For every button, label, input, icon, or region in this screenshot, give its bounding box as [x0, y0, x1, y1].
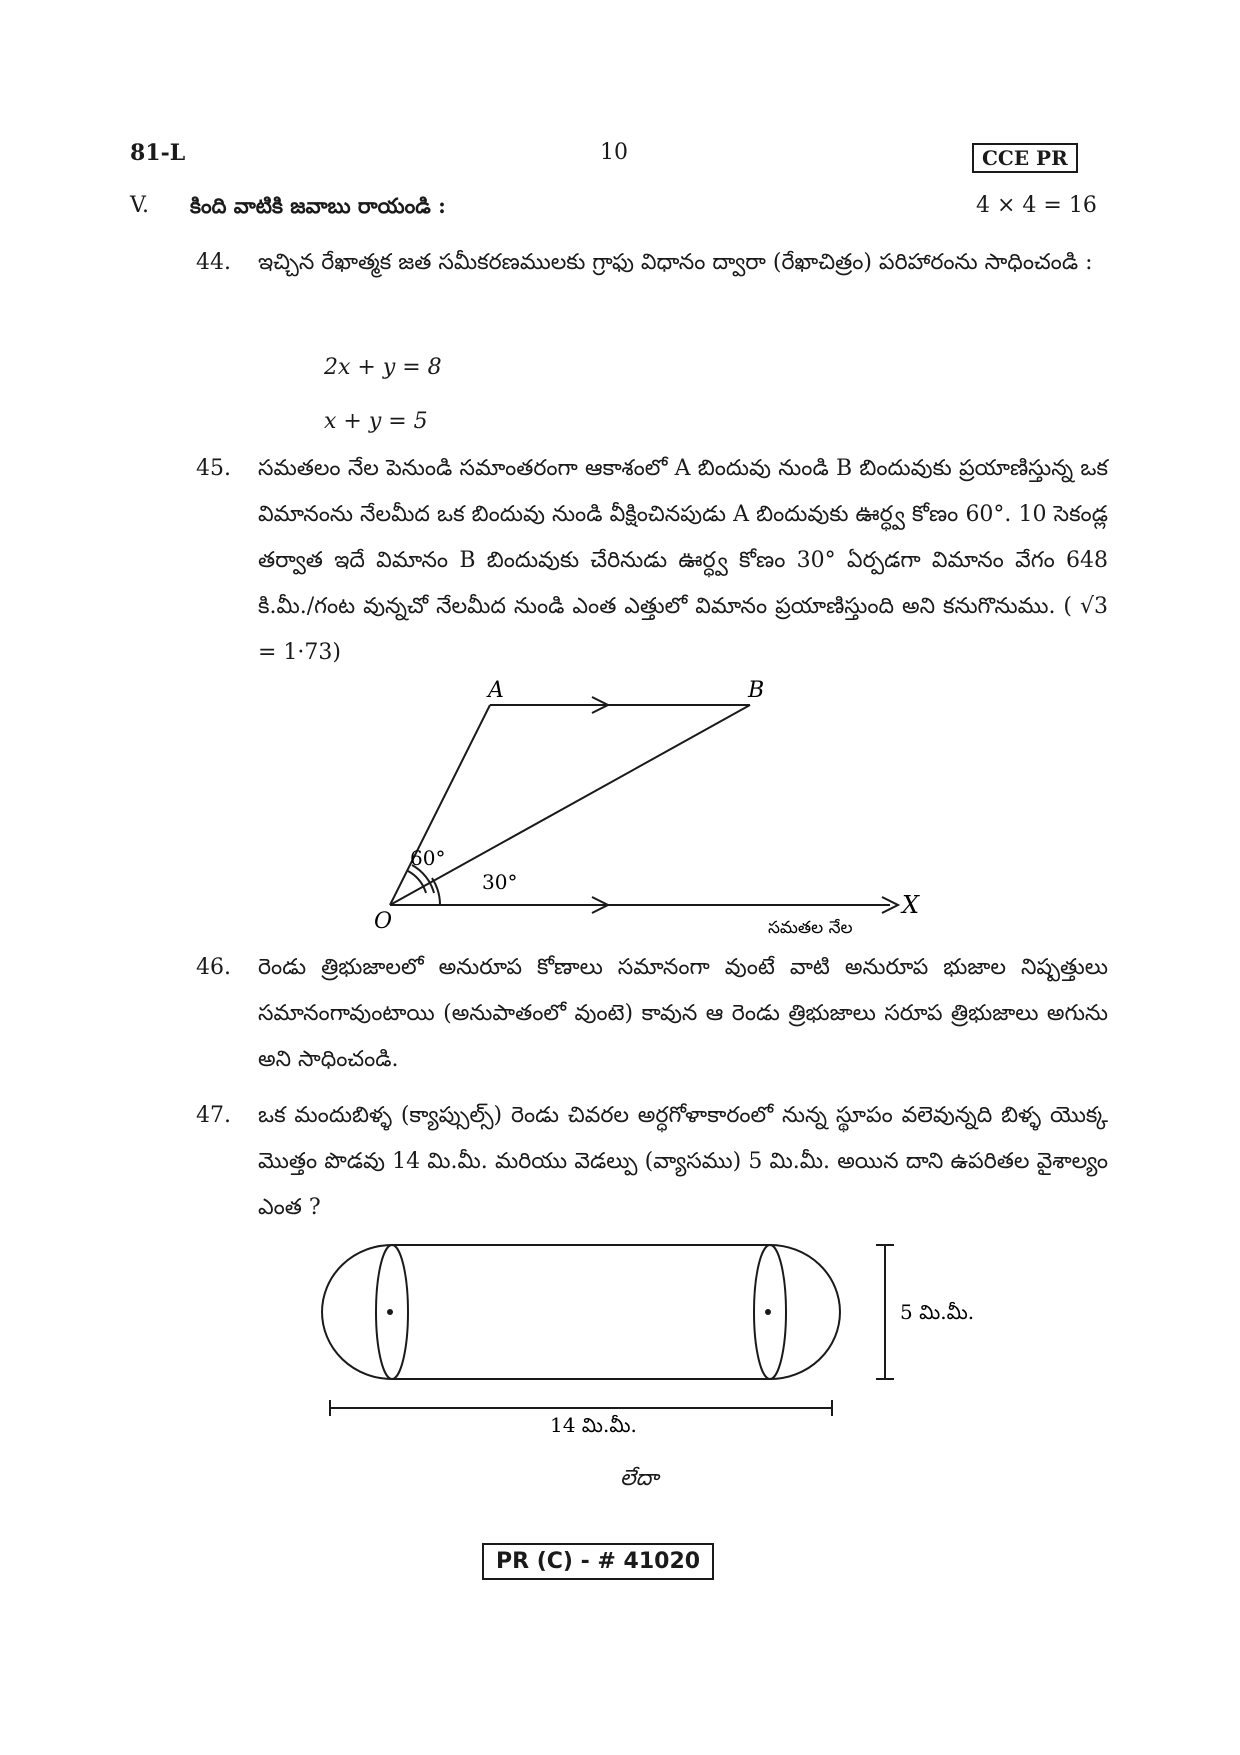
paper-code-box: CCE PR — [972, 143, 1078, 173]
paper-code: 81-L — [130, 140, 186, 166]
equation-2: x + y = 5 — [324, 409, 428, 434]
elevation-angle-diagram — [370, 675, 940, 945]
question-number-46: 46. — [196, 955, 231, 980]
section-title: కింది వాటికి జవాబు రాయండి : — [190, 193, 446, 218]
line-oa — [390, 705, 490, 905]
section-marks: 4 × 4 = 16 — [976, 193, 1097, 218]
angle-30-label: 30° — [482, 870, 518, 894]
equation-1: 2x + y = 8 — [324, 355, 442, 380]
length-label: 14 మి.మీ. — [550, 1413, 637, 1435]
right-center-dot — [765, 1309, 771, 1315]
ground-label: సమతల నేల — [768, 918, 853, 938]
footer-code-box: PR (C) - # 41020 — [482, 1543, 714, 1580]
question-44-text: ఇచ్చిన రేఖాత్మక జత సమీకరణములకు గ్రాఫు విధానం ద్వారా (రేఖాచిత్రం) పరిహారంను సాధించండి : — [258, 250, 1093, 275]
question-number-44: 44. — [196, 250, 231, 275]
point-a-label: A — [488, 678, 504, 703]
width-label: 5 మి.మీ. — [900, 1300, 975, 1324]
question-number-47: 47. — [196, 1103, 231, 1128]
question-number-45: 45. — [196, 456, 231, 481]
capsule-diagram — [320, 1235, 1000, 1435]
or-separator: లేదా — [620, 1466, 659, 1491]
point-x-label: X — [902, 891, 920, 919]
angle-60-label: 60° — [410, 846, 446, 870]
section-number: V. — [130, 193, 150, 218]
page-number: 10 — [600, 140, 628, 165]
question-47-text: ఒక మందుబిళ్ళ (క్యాప్సుల్స్) రెండు చివరల అర్ధగోళాకారంలో నున్న స్థూపం వలెవున్నది బిళ్ళ యొక్క మొత్తం పొడవు 14 మి.మీ. మరియు వెడల్పు (వ్యాసము) 5 మి.మీ. అయిన దాని ఉపరితల వైశాల్యం ఎంత ? — [258, 1103, 1108, 1220]
point-o-label: O — [374, 909, 393, 934]
point-b-label: B — [748, 678, 765, 703]
question-46-text: రెండు త్రిభుజాలలో అనురూప కోణాలు సమానంగా వుంటే వాటి అనురూప భుజాల నిష్పత్తులు సమానంగావుంటాయి (అనుపాతంలో వుంటె) కావున ఆ రెండు త్రిభుజాలు సరూప త్రిభుజాలు అగును అని సాధించండి. — [258, 955, 1108, 1072]
question-45-text: సమతలం నేల పెనుండి సమాంతరంగా ఆకాశంలో A బిందువు నుండి B బిందువుకు ప్రయాణిస్తున్న ఒక విమానంను నేలమీద ఒక బిందువు నుండి వీక్షించినపుడు A బిందువుకు ఊర్ధ్వ కోణం 60°. 10 సెకండ్ల తర్వాత ఇదే విమానం B బిందువుకు చేరినుడు ఊర్ధ్వ కోణం 30° ఏర్పడగా విమానం వేగం 648 కి.మీ./గంట వున్నచో నేలమీద నుండి ఎంత ఎత్తులో విమానం ప్రయాణిస్తుంది అని కనుగొనుము. ( √3 = 1·73) — [258, 456, 1108, 665]
line-ob — [390, 705, 750, 905]
left-center-dot — [387, 1309, 393, 1315]
